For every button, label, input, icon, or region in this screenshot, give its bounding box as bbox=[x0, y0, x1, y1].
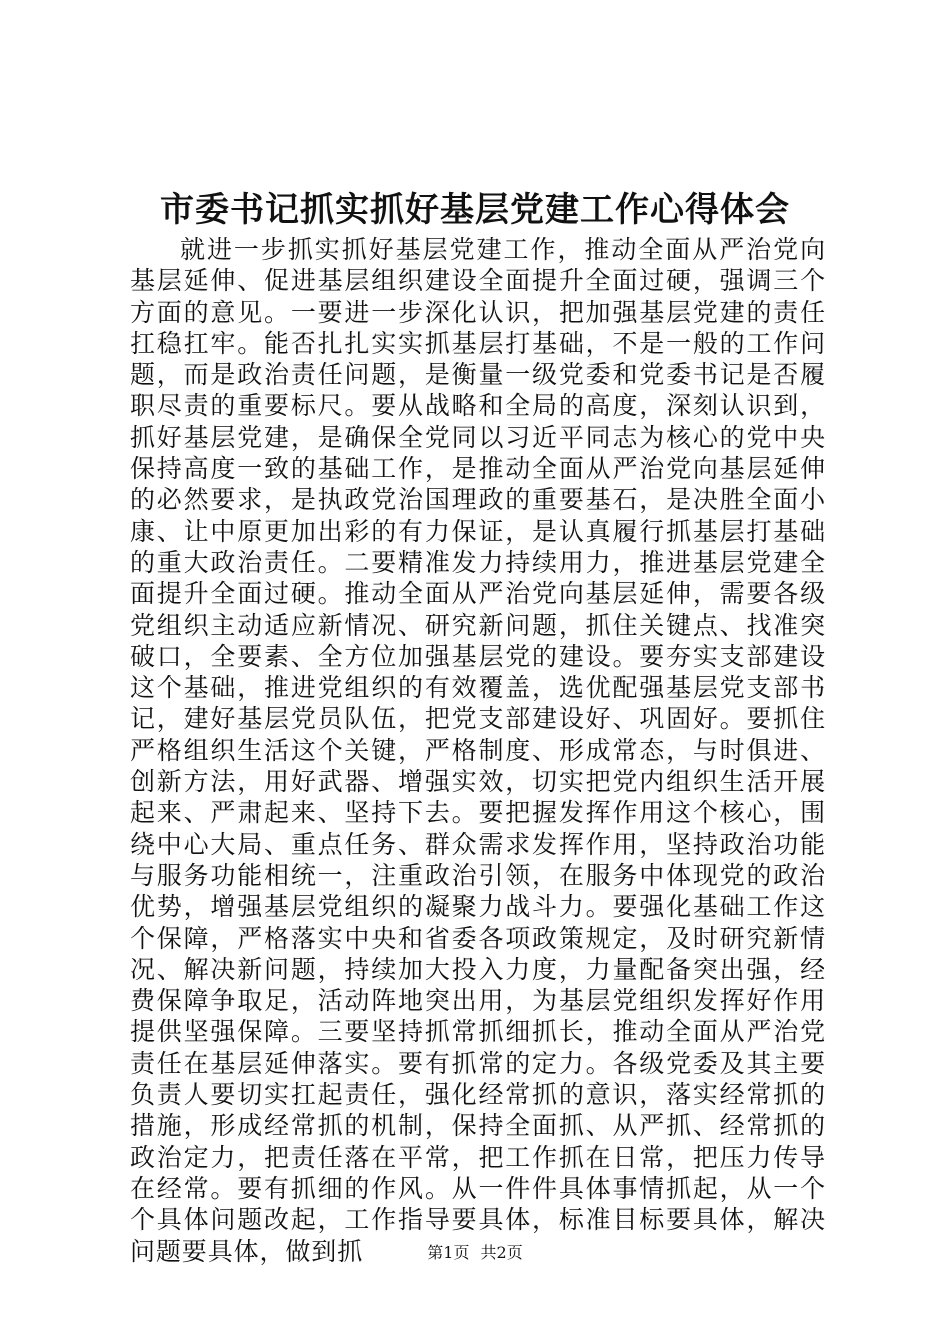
page-number-current: 第1页 bbox=[427, 1243, 470, 1262]
document-title: 市委书记抓实抓好基层党建工作心得体会 bbox=[160, 190, 790, 230]
document-body-paragraph: 就进一步抓实抓好基层党建工作，推动全面从严治党向基层延伸、促进基层组织建设全面提升全面过硬，强调三个方面的意见。一要进一步深化认识，把加强基层党建的责任扛稳扛牢。能否扎扎实实抓基层打基础，不是一般的工作问题，而是政治责任问题，是衡量一级党委和党委书记是否履职尽责的重要标尺。要从战略和全局的高度，深刻认识到，抓好基层党建，是确保全党同以习近平同志为核心的党中央保持高度一致的基础工作，是推动全面从严治党向基层延伸的必然要求，是执政党治国理政的重要基石，是决胜全面小康、让中原更加出彩的有力保证，是认真履行抓基层打基础的重大政治责任。二要精准发力持续用力，推进基层党建全面提升全面过硬。推动全面从严治党向基层延伸，需要各级党组织主动适应新情况、研究新问题，抓住关键点、找准突破口，全要素、全方位加强基层党的建设。要夯实支部建设这个基础，推进党组织的有效覆盖，选优配强基层党支部书记，建好基层党员队伍，把党支部建设好、巩固好。要抓住严格组织生活这个关键，严格制度、形成常态，与时俱进、创新方法，用好武器、增强实效，切实把党内组织生活开展起来、严肃起来、坚持下去。要把握发挥作用这个核心，围绕中心大局、重点任务、群众需求发挥作用，坚持政治功能与服务功能相统一，注重政治引领，在服务中体现党的政治优势，增强基层党组织的凝聚力战斗力。要强化基础工作这个保障，严格落实中央和省委各项政策规定，及时研究新情况、解决新问题，持续加大投入力度，力量配备突出强，经费保障争取足，活动阵地突出用，为基层党组织发挥好作用提供坚强保障。三要坚持抓常抓细抓长，推动全面从严治党责任在基层延伸落实。要有抓常的定力。各级党委及其主要负责人要切实扛起责任，强化经常抓的意识，落实经常抓的措施，形成经常抓的机制，保持全面抓、从严抓、经常抓的政治定力，把责任落在平常，把工作抓在日常，把压力传导在经常。要有抓细的作风。从一件件具体事情抓起，从一个个具体问题改起，工作指导要具体，标准目标要具体，解决问题要具体，做到抓 bbox=[130, 235, 826, 1266]
page-number-total: 共2页 bbox=[480, 1243, 523, 1262]
page-footer bbox=[0, 1242, 950, 1264]
